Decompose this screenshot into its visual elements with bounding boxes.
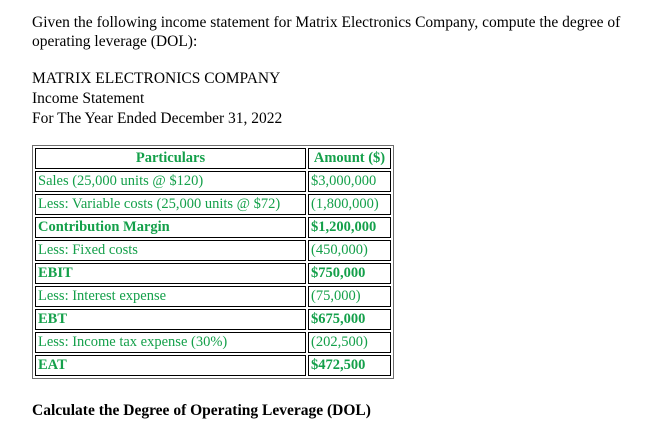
row-amount: $750,000	[308, 263, 391, 284]
statement-title: Income Statement	[32, 90, 145, 107]
table-row	[35, 171, 391, 192]
row-label: Less: Fixed costs	[35, 240, 306, 261]
intro-paragraph: Given the following income statement for Matrix Electronics Company, compute the degree of operating leverage (DOL):	[32, 14, 621, 50]
row-amount: (450,000)	[308, 240, 391, 261]
row-label: EBT	[35, 309, 306, 330]
row-label: Less: Variable costs (25,000 units @ $72)	[35, 194, 306, 215]
row-amount: (202,500)	[308, 332, 391, 353]
table-row	[35, 332, 391, 353]
row-amount: $472,500	[308, 355, 391, 376]
row-label: Sales (25,000 units @ $120)	[35, 171, 306, 192]
question-text: Calculate the Degree of Operating Leverage (DOL)	[32, 402, 371, 419]
row-amount: $1,200,000	[308, 217, 391, 238]
particulars-header: Particulars	[35, 148, 306, 169]
table-row	[35, 194, 391, 215]
company-name: MATRIX ELECTRONICS COMPANY	[32, 70, 281, 87]
statement-heading	[32, 69, 282, 129]
income-statement-table	[32, 145, 394, 379]
row-amount: (75,000)	[308, 286, 391, 307]
row-label: Less: Interest expense	[35, 286, 306, 307]
table-row	[35, 240, 391, 261]
table-row	[35, 217, 391, 238]
table-header-row	[35, 148, 391, 169]
income-statement-table-wrapper	[32, 145, 394, 379]
statement-period: For The Year Ended December 31, 2022	[32, 110, 283, 127]
row-label: EBIT	[35, 263, 306, 284]
table-row	[35, 309, 391, 330]
table-row	[35, 286, 391, 307]
row-amount: $675,000	[308, 309, 391, 330]
row-amount: $3,000,000	[308, 171, 391, 192]
row-label: Less: Income tax expense (30%)	[35, 332, 306, 353]
row-label: Contribution Margin	[35, 217, 306, 238]
table-row	[35, 355, 391, 376]
row-amount: (1,800,000)	[308, 194, 391, 215]
amount-header: Amount ($)	[308, 148, 391, 169]
table-row	[35, 263, 391, 284]
row-label: EAT	[35, 355, 306, 376]
